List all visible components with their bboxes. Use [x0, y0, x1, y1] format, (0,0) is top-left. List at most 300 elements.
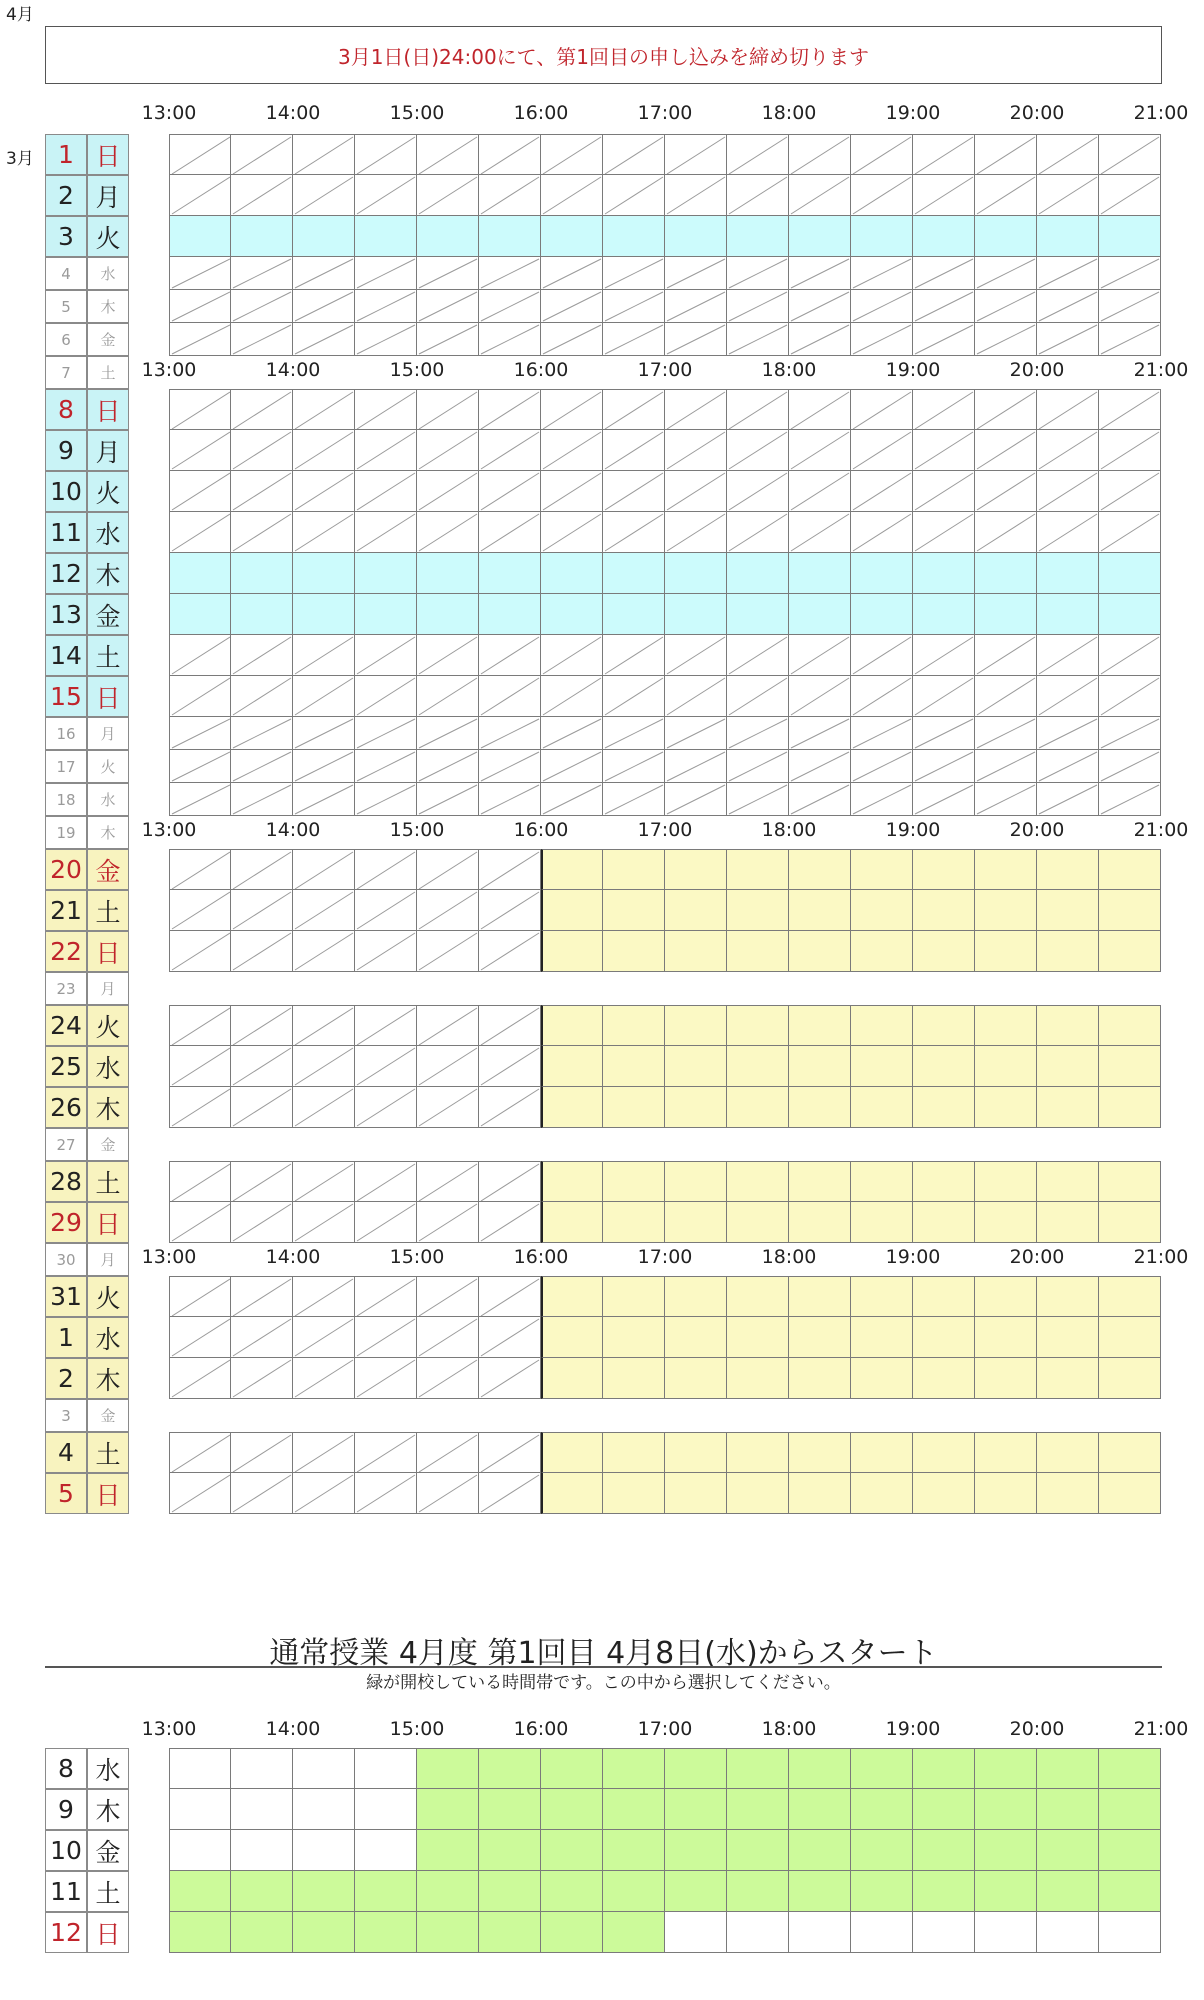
time-slot[interactable]: [417, 1473, 479, 1514]
time-slot[interactable]: [417, 1046, 479, 1087]
time-slot[interactable]: [1037, 635, 1099, 676]
regular-time-slot[interactable]: [231, 1748, 293, 1789]
time-slot[interactable]: [975, 1046, 1037, 1087]
regular-time-slot[interactable]: [1099, 1830, 1161, 1871]
regular-time-slot[interactable]: [665, 1871, 727, 1912]
time-slot[interactable]: [355, 1202, 417, 1243]
regular-time-slot[interactable]: [1037, 1748, 1099, 1789]
time-slot[interactable]: [541, 134, 603, 175]
time-slot[interactable]: [603, 257, 665, 290]
time-slot[interactable]: [479, 290, 541, 323]
time-slot[interactable]: [541, 1087, 603, 1128]
regular-time-slot[interactable]: [851, 1748, 913, 1789]
time-slot[interactable]: [913, 1317, 975, 1358]
time-slot[interactable]: [417, 783, 479, 816]
time-slot[interactable]: [355, 389, 417, 430]
time-slot[interactable]: [169, 430, 231, 471]
time-slot[interactable]: [789, 1046, 851, 1087]
time-slot[interactable]: [975, 750, 1037, 783]
time-slot[interactable]: [293, 553, 355, 594]
time-slot[interactable]: [231, 1046, 293, 1087]
time-slot[interactable]: [541, 1276, 603, 1317]
time-slot[interactable]: [851, 1005, 913, 1046]
regular-time-slot[interactable]: [231, 1789, 293, 1830]
time-slot[interactable]: [789, 849, 851, 890]
time-slot[interactable]: [975, 471, 1037, 512]
time-slot[interactable]: [603, 717, 665, 750]
time-slot[interactable]: [417, 290, 479, 323]
time-slot[interactable]: [1099, 471, 1161, 512]
regular-time-slot[interactable]: [789, 1830, 851, 1871]
time-slot[interactable]: [727, 290, 789, 323]
time-slot[interactable]: [975, 134, 1037, 175]
regular-time-slot[interactable]: [355, 1748, 417, 1789]
time-slot[interactable]: [169, 471, 231, 512]
regular-time-slot[interactable]: [727, 1912, 789, 1953]
time-slot[interactable]: [231, 290, 293, 323]
time-slot[interactable]: [727, 1432, 789, 1473]
regular-time-slot[interactable]: [603, 1830, 665, 1871]
time-slot[interactable]: [169, 512, 231, 553]
time-slot[interactable]: [231, 1005, 293, 1046]
regular-time-slot[interactable]: [727, 1871, 789, 1912]
time-slot[interactable]: [417, 717, 479, 750]
time-slot[interactable]: [1037, 1005, 1099, 1046]
time-slot[interactable]: [1037, 750, 1099, 783]
time-slot[interactable]: [541, 1161, 603, 1202]
time-slot[interactable]: [355, 323, 417, 356]
time-slot[interactable]: [479, 1432, 541, 1473]
time-slot[interactable]: [169, 290, 231, 323]
time-slot[interactable]: [231, 471, 293, 512]
time-slot[interactable]: [727, 553, 789, 594]
time-slot[interactable]: [727, 430, 789, 471]
time-slot[interactable]: [355, 1473, 417, 1514]
time-slot[interactable]: [293, 1276, 355, 1317]
time-slot[interactable]: [231, 750, 293, 783]
time-slot[interactable]: [169, 1473, 231, 1514]
time-slot[interactable]: [355, 290, 417, 323]
time-slot[interactable]: [355, 1087, 417, 1128]
time-slot[interactable]: [727, 890, 789, 931]
time-slot[interactable]: [975, 1317, 1037, 1358]
time-slot[interactable]: [541, 216, 603, 257]
time-slot[interactable]: [603, 750, 665, 783]
time-slot[interactable]: [851, 1317, 913, 1358]
time-slot[interactable]: [913, 553, 975, 594]
time-slot[interactable]: [355, 1276, 417, 1317]
time-slot[interactable]: [293, 1317, 355, 1358]
time-slot[interactable]: [231, 676, 293, 717]
regular-time-slot[interactable]: [913, 1912, 975, 1953]
time-slot[interactable]: [541, 471, 603, 512]
time-slot[interactable]: [293, 931, 355, 972]
time-slot[interactable]: [851, 216, 913, 257]
regular-time-slot[interactable]: [727, 1748, 789, 1789]
time-slot[interactable]: [231, 1358, 293, 1399]
time-slot[interactable]: [541, 849, 603, 890]
time-slot[interactable]: [665, 389, 727, 430]
time-slot[interactable]: [913, 471, 975, 512]
time-slot[interactable]: [603, 471, 665, 512]
time-slot[interactable]: [727, 783, 789, 816]
time-slot[interactable]: [1037, 1317, 1099, 1358]
time-slot[interactable]: [1099, 849, 1161, 890]
time-slot[interactable]: [1037, 1161, 1099, 1202]
time-slot[interactable]: [665, 1202, 727, 1243]
time-slot[interactable]: [541, 594, 603, 635]
time-slot[interactable]: [913, 676, 975, 717]
time-slot[interactable]: [789, 594, 851, 635]
time-slot[interactable]: [913, 635, 975, 676]
time-slot[interactable]: [789, 1432, 851, 1473]
time-slot[interactable]: [727, 323, 789, 356]
time-slot[interactable]: [541, 783, 603, 816]
time-slot[interactable]: [541, 1358, 603, 1399]
time-slot[interactable]: [231, 134, 293, 175]
time-slot[interactable]: [417, 1087, 479, 1128]
time-slot[interactable]: [1099, 1276, 1161, 1317]
time-slot[interactable]: [479, 1276, 541, 1317]
time-slot[interactable]: [417, 1358, 479, 1399]
regular-time-slot[interactable]: [665, 1830, 727, 1871]
time-slot[interactable]: [1037, 890, 1099, 931]
time-slot[interactable]: [231, 890, 293, 931]
time-slot[interactable]: [975, 1202, 1037, 1243]
time-slot[interactable]: [975, 1276, 1037, 1317]
time-slot[interactable]: [665, 594, 727, 635]
regular-time-slot[interactable]: [417, 1912, 479, 1953]
time-slot[interactable]: [665, 1005, 727, 1046]
time-slot[interactable]: [293, 717, 355, 750]
regular-time-slot[interactable]: [913, 1871, 975, 1912]
time-slot[interactable]: [417, 1317, 479, 1358]
time-slot[interactable]: [231, 1161, 293, 1202]
time-slot[interactable]: [541, 175, 603, 216]
time-slot[interactable]: [913, 783, 975, 816]
time-slot[interactable]: [913, 1046, 975, 1087]
time-slot[interactable]: [293, 1202, 355, 1243]
time-slot[interactable]: [479, 676, 541, 717]
regular-time-slot[interactable]: [1099, 1871, 1161, 1912]
regular-time-slot[interactable]: [975, 1871, 1037, 1912]
time-slot[interactable]: [417, 553, 479, 594]
time-slot[interactable]: [975, 175, 1037, 216]
time-slot[interactable]: [789, 890, 851, 931]
time-slot[interactable]: [975, 1473, 1037, 1514]
time-slot[interactable]: [355, 676, 417, 717]
time-slot[interactable]: [293, 471, 355, 512]
time-slot[interactable]: [479, 430, 541, 471]
time-slot[interactable]: [169, 175, 231, 216]
time-slot[interactable]: [975, 931, 1037, 972]
time-slot[interactable]: [1037, 1202, 1099, 1243]
time-slot[interactable]: [231, 512, 293, 553]
time-slot[interactable]: [417, 890, 479, 931]
time-slot[interactable]: [975, 323, 1037, 356]
time-slot[interactable]: [913, 594, 975, 635]
regular-time-slot[interactable]: [293, 1912, 355, 1953]
time-slot[interactable]: [665, 323, 727, 356]
time-slot[interactable]: [851, 134, 913, 175]
time-slot[interactable]: [417, 216, 479, 257]
time-slot[interactable]: [1037, 1087, 1099, 1128]
regular-time-slot[interactable]: [417, 1748, 479, 1789]
time-slot[interactable]: [541, 1005, 603, 1046]
time-slot[interactable]: [913, 512, 975, 553]
time-slot[interactable]: [293, 594, 355, 635]
time-slot[interactable]: [851, 635, 913, 676]
time-slot[interactable]: [541, 931, 603, 972]
time-slot[interactable]: [417, 750, 479, 783]
time-slot[interactable]: [789, 931, 851, 972]
time-slot[interactable]: [293, 750, 355, 783]
time-slot[interactable]: [169, 257, 231, 290]
time-slot[interactable]: [665, 1276, 727, 1317]
time-slot[interactable]: [727, 1473, 789, 1514]
time-slot[interactable]: [603, 389, 665, 430]
time-slot[interactable]: [603, 849, 665, 890]
time-slot[interactable]: [293, 389, 355, 430]
time-slot[interactable]: [417, 931, 479, 972]
regular-time-slot[interactable]: [169, 1830, 231, 1871]
time-slot[interactable]: [851, 931, 913, 972]
time-slot[interactable]: [789, 175, 851, 216]
time-slot[interactable]: [1099, 1005, 1161, 1046]
time-slot[interactable]: [789, 216, 851, 257]
time-slot[interactable]: [479, 175, 541, 216]
time-slot[interactable]: [355, 1161, 417, 1202]
time-slot[interactable]: [1037, 783, 1099, 816]
time-slot[interactable]: [789, 471, 851, 512]
time-slot[interactable]: [789, 389, 851, 430]
regular-time-slot[interactable]: [603, 1871, 665, 1912]
time-slot[interactable]: [975, 1087, 1037, 1128]
time-slot[interactable]: [169, 1005, 231, 1046]
regular-time-slot[interactable]: [479, 1830, 541, 1871]
time-slot[interactable]: [479, 512, 541, 553]
time-slot[interactable]: [541, 1046, 603, 1087]
time-slot[interactable]: [541, 512, 603, 553]
time-slot[interactable]: [169, 216, 231, 257]
regular-time-slot[interactable]: [417, 1871, 479, 1912]
time-slot[interactable]: [231, 1202, 293, 1243]
time-slot[interactable]: [603, 323, 665, 356]
time-slot[interactable]: [541, 676, 603, 717]
time-slot[interactable]: [851, 783, 913, 816]
time-slot[interactable]: [913, 1087, 975, 1128]
time-slot[interactable]: [479, 890, 541, 931]
time-slot[interactable]: [1037, 471, 1099, 512]
time-slot[interactable]: [789, 1358, 851, 1399]
time-slot[interactable]: [1037, 257, 1099, 290]
time-slot[interactable]: [975, 635, 1037, 676]
time-slot[interactable]: [789, 1202, 851, 1243]
time-slot[interactable]: [169, 1087, 231, 1128]
time-slot[interactable]: [169, 1202, 231, 1243]
time-slot[interactable]: [169, 323, 231, 356]
regular-time-slot[interactable]: [727, 1830, 789, 1871]
time-slot[interactable]: [169, 676, 231, 717]
time-slot[interactable]: [169, 931, 231, 972]
time-slot[interactable]: [169, 1161, 231, 1202]
time-slot[interactable]: [293, 1432, 355, 1473]
regular-time-slot[interactable]: [727, 1789, 789, 1830]
time-slot[interactable]: [1037, 1276, 1099, 1317]
time-slot[interactable]: [727, 1202, 789, 1243]
regular-time-slot[interactable]: [541, 1871, 603, 1912]
regular-time-slot[interactable]: [789, 1912, 851, 1953]
time-slot[interactable]: [913, 1358, 975, 1399]
time-slot[interactable]: [975, 717, 1037, 750]
time-slot[interactable]: [913, 1276, 975, 1317]
time-slot[interactable]: [1037, 134, 1099, 175]
time-slot[interactable]: [417, 1276, 479, 1317]
time-slot[interactable]: [851, 1276, 913, 1317]
regular-time-slot[interactable]: [665, 1789, 727, 1830]
time-slot[interactable]: [293, 323, 355, 356]
time-slot[interactable]: [665, 1087, 727, 1128]
time-slot[interactable]: [851, 1358, 913, 1399]
time-slot[interactable]: [727, 1046, 789, 1087]
regular-time-slot[interactable]: [665, 1912, 727, 1953]
time-slot[interactable]: [789, 717, 851, 750]
time-slot[interactable]: [727, 1358, 789, 1399]
time-slot[interactable]: [603, 290, 665, 323]
time-slot[interactable]: [1099, 553, 1161, 594]
time-slot[interactable]: [355, 1358, 417, 1399]
time-slot[interactable]: [851, 1473, 913, 1514]
time-slot[interactable]: [913, 890, 975, 931]
time-slot[interactable]: [727, 676, 789, 717]
time-slot[interactable]: [913, 323, 975, 356]
time-slot[interactable]: [169, 890, 231, 931]
time-slot[interactable]: [169, 553, 231, 594]
regular-time-slot[interactable]: [479, 1871, 541, 1912]
time-slot[interactable]: [231, 430, 293, 471]
time-slot[interactable]: [851, 1202, 913, 1243]
time-slot[interactable]: [417, 1161, 479, 1202]
time-slot[interactable]: [293, 635, 355, 676]
regular-time-slot[interactable]: [789, 1871, 851, 1912]
time-slot[interactable]: [913, 1005, 975, 1046]
time-slot[interactable]: [789, 1473, 851, 1514]
time-slot[interactable]: [789, 1005, 851, 1046]
time-slot[interactable]: [1037, 175, 1099, 216]
time-slot[interactable]: [665, 1473, 727, 1514]
time-slot[interactable]: [355, 471, 417, 512]
regular-time-slot[interactable]: [169, 1912, 231, 1953]
regular-time-slot[interactable]: [851, 1871, 913, 1912]
time-slot[interactable]: [789, 512, 851, 553]
time-slot[interactable]: [665, 175, 727, 216]
time-slot[interactable]: [913, 430, 975, 471]
time-slot[interactable]: [1099, 1161, 1161, 1202]
time-slot[interactable]: [1099, 323, 1161, 356]
regular-time-slot[interactable]: [603, 1912, 665, 1953]
time-slot[interactable]: [231, 323, 293, 356]
regular-time-slot[interactable]: [169, 1748, 231, 1789]
time-slot[interactable]: [479, 471, 541, 512]
time-slot[interactable]: [727, 1087, 789, 1128]
time-slot[interactable]: [851, 1161, 913, 1202]
time-slot[interactable]: [727, 1317, 789, 1358]
time-slot[interactable]: [913, 849, 975, 890]
time-slot[interactable]: [665, 931, 727, 972]
time-slot[interactable]: [665, 471, 727, 512]
regular-time-slot[interactable]: [851, 1789, 913, 1830]
time-slot[interactable]: [417, 257, 479, 290]
time-slot[interactable]: [293, 849, 355, 890]
time-slot[interactable]: [355, 594, 417, 635]
time-slot[interactable]: [541, 717, 603, 750]
time-slot[interactable]: [851, 594, 913, 635]
time-slot[interactable]: [603, 783, 665, 816]
time-slot[interactable]: [1099, 512, 1161, 553]
time-slot[interactable]: [975, 430, 1037, 471]
time-slot[interactable]: [727, 389, 789, 430]
time-slot[interactable]: [1099, 890, 1161, 931]
time-slot[interactable]: [479, 1473, 541, 1514]
time-slot[interactable]: [851, 676, 913, 717]
time-slot[interactable]: [355, 175, 417, 216]
regular-time-slot[interactable]: [355, 1871, 417, 1912]
time-slot[interactable]: [851, 750, 913, 783]
time-slot[interactable]: [727, 216, 789, 257]
time-slot[interactable]: [479, 134, 541, 175]
time-slot[interactable]: [479, 783, 541, 816]
time-slot[interactable]: [231, 1087, 293, 1128]
time-slot[interactable]: [1037, 323, 1099, 356]
time-slot[interactable]: [479, 1317, 541, 1358]
time-slot[interactable]: [417, 635, 479, 676]
time-slot[interactable]: [355, 1005, 417, 1046]
time-slot[interactable]: [851, 512, 913, 553]
time-slot[interactable]: [1037, 290, 1099, 323]
time-slot[interactable]: [975, 257, 1037, 290]
time-slot[interactable]: [789, 676, 851, 717]
time-slot[interactable]: [665, 553, 727, 594]
regular-time-slot[interactable]: [1099, 1912, 1161, 1953]
time-slot[interactable]: [1099, 257, 1161, 290]
time-slot[interactable]: [417, 134, 479, 175]
time-slot[interactable]: [603, 1202, 665, 1243]
time-slot[interactable]: [417, 849, 479, 890]
time-slot[interactable]: [169, 389, 231, 430]
regular-time-slot[interactable]: [541, 1912, 603, 1953]
time-slot[interactable]: [1099, 389, 1161, 430]
time-slot[interactable]: [975, 389, 1037, 430]
time-slot[interactable]: [169, 849, 231, 890]
time-slot[interactable]: [727, 175, 789, 216]
time-slot[interactable]: [293, 430, 355, 471]
time-slot[interactable]: [851, 890, 913, 931]
time-slot[interactable]: [913, 175, 975, 216]
time-slot[interactable]: [1099, 1432, 1161, 1473]
time-slot[interactable]: [603, 676, 665, 717]
time-slot[interactable]: [1099, 594, 1161, 635]
time-slot[interactable]: [231, 931, 293, 972]
time-slot[interactable]: [541, 1317, 603, 1358]
time-slot[interactable]: [169, 717, 231, 750]
time-slot[interactable]: [541, 553, 603, 594]
time-slot[interactable]: [1037, 389, 1099, 430]
regular-time-slot[interactable]: [603, 1789, 665, 1830]
time-slot[interactable]: [169, 750, 231, 783]
time-slot[interactable]: [727, 257, 789, 290]
regular-time-slot[interactable]: [1037, 1789, 1099, 1830]
time-slot[interactable]: [603, 1046, 665, 1087]
